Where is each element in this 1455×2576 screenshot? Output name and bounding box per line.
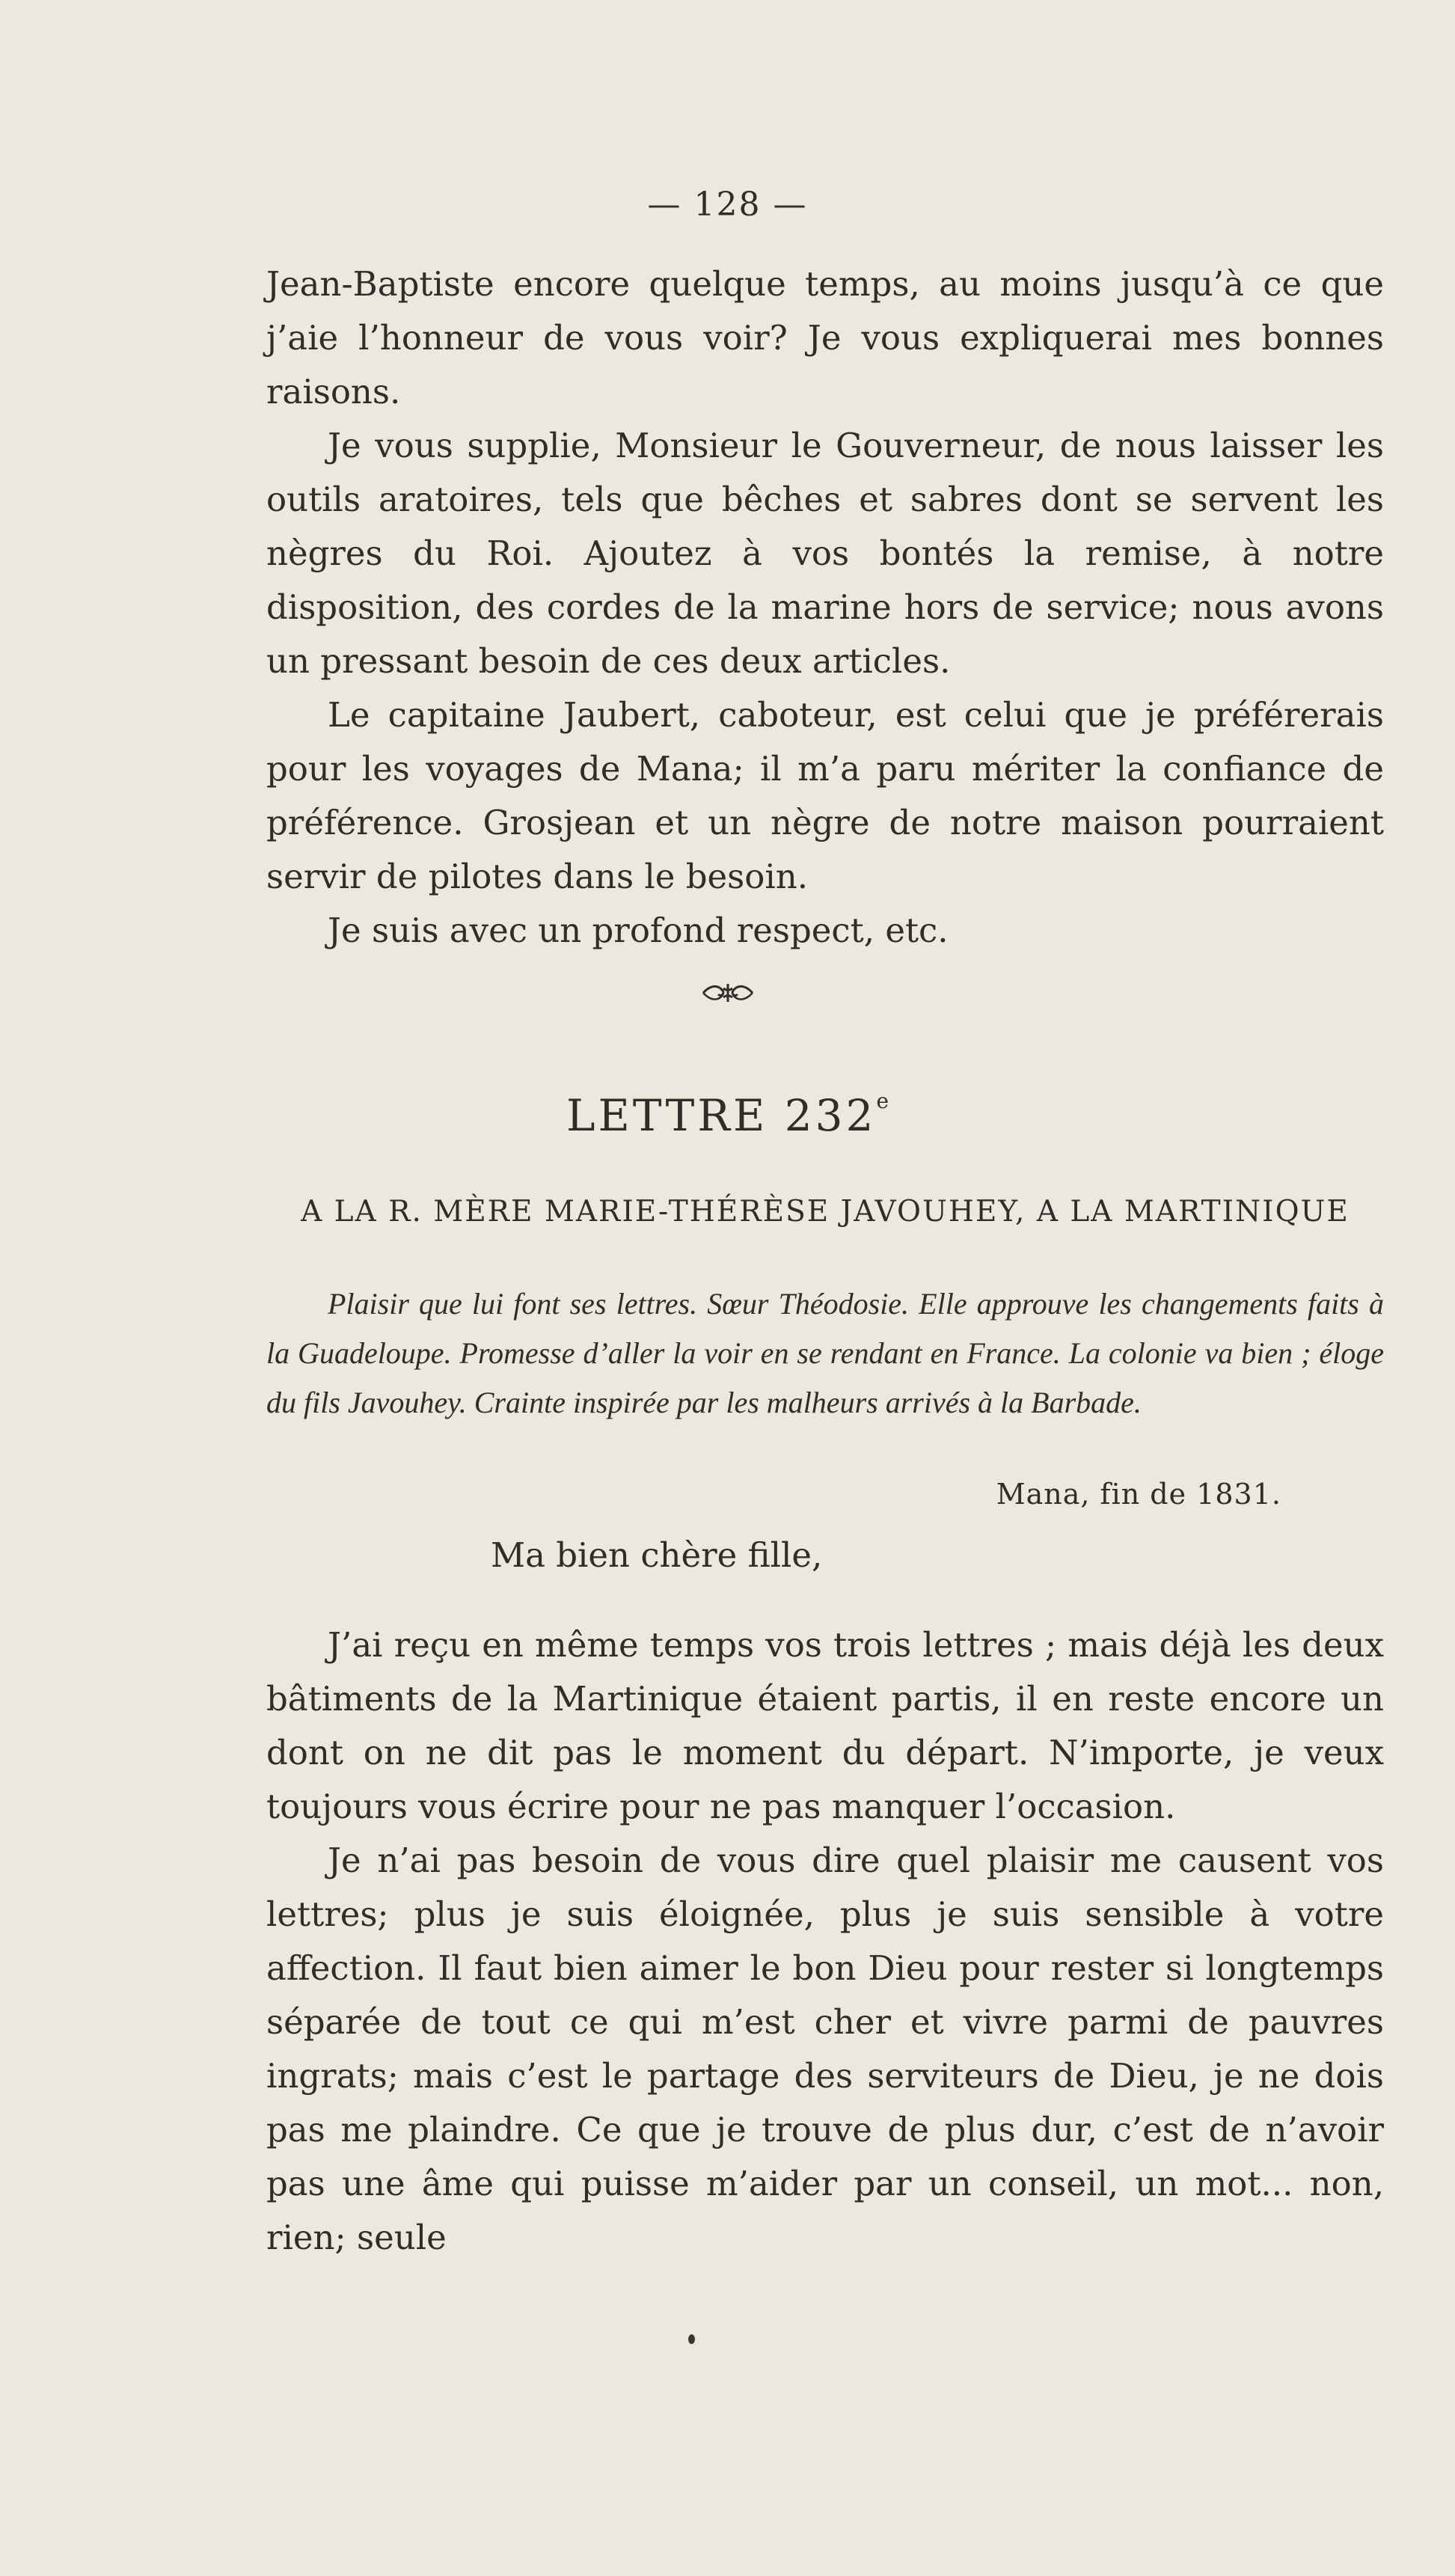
paragraph: Le capitaine Jaubert, caboteur, est celui que je préférerais pour les voyages de Mana; il m’a paru mériter la confiance de préférence. Grosjean et un nègre de notre maison pourraient servir de pilotes dans le besoin. — [266, 695, 1384, 896]
paragraph: Je vous supplie, Monsieur le Gouverneur, de nous laisser les outils aratoires, tels que bêches et sabres dont se servent les nègres du Roi. Ajoutez à vos bontés la remise, à notre disposition, des cordes de la marine hors de service; nous avons un pressant besoin de ces deux articles. — [266, 426, 1384, 681]
paragraph: J’ai reçu en même temps vos trois lettres ; mais déjà les deux bâtiments de la Martinique étaient partis, il en reste encore un dont on ne dit pas le moment du départ. N’importe, je veux toujours vous écrire pour ne pas manquer l’occasion. — [266, 1625, 1384, 1826]
letter-recipient: A LA R. MÈRE MARIE-THÉRÈSE JAVOUHEY, A LA MARTINIQUE — [301, 1195, 1350, 1229]
ink-speck — [688, 2334, 695, 2344]
paragraph: Je n’ai pas besoin de vous dire quel plaisir me causent vos lettres; plus je suis éloignée, plus je suis sensible à votre affection. Il faut bien aimer le bon Dieu pour rester si longtemps séparée de tout ce qui m’est cher et vivre parmi de pauvres ingrats; mais c’est le partage des serviteurs de Dieu, je ne dois pas me plaindre. Ce que je trouve de plus dur, c’est de n’avoir pas une âme qui puisse m’aider par un conseil, un mot... non, rien; seule — [266, 1841, 1384, 2257]
paragraph: Jean-Baptiste encore quelque temps, au moins jusqu’à ce que j’aie l’honneur de vous voir? Je vous expliquerai mes bonnes raisons. — [266, 264, 1384, 412]
paragraph: Je suis avec un profond respect, etc. — [328, 911, 949, 950]
continuation-text — [266, 257, 1384, 958]
fleuron-icon — [700, 982, 756, 1004]
letter-title — [0, 1089, 1455, 1141]
place-date: Mana, fin de 1831. — [996, 1478, 1281, 1511]
page-number: — 128 — — [647, 186, 808, 224]
letter-summary: Plaisir que lui font ses lettres. Sœur Théodosie. Elle approuve les changements faits à la Guadeloupe. Promesse d’aller la voir en se rendant en France. La colonie va bien ; éloge du fils Javouhey. Crainte inspirée par les malheurs arrivés à la Barbade. — [266, 1287, 1384, 1419]
salutation: Ma bien chère fille, — [491, 1535, 823, 1575]
letter-body — [266, 1618, 1384, 2265]
letter-title-superscript: e — [876, 1089, 889, 1113]
ornament-divider — [0, 982, 1455, 1007]
letter-title-text: LETTRE 232 — [566, 1090, 877, 1141]
